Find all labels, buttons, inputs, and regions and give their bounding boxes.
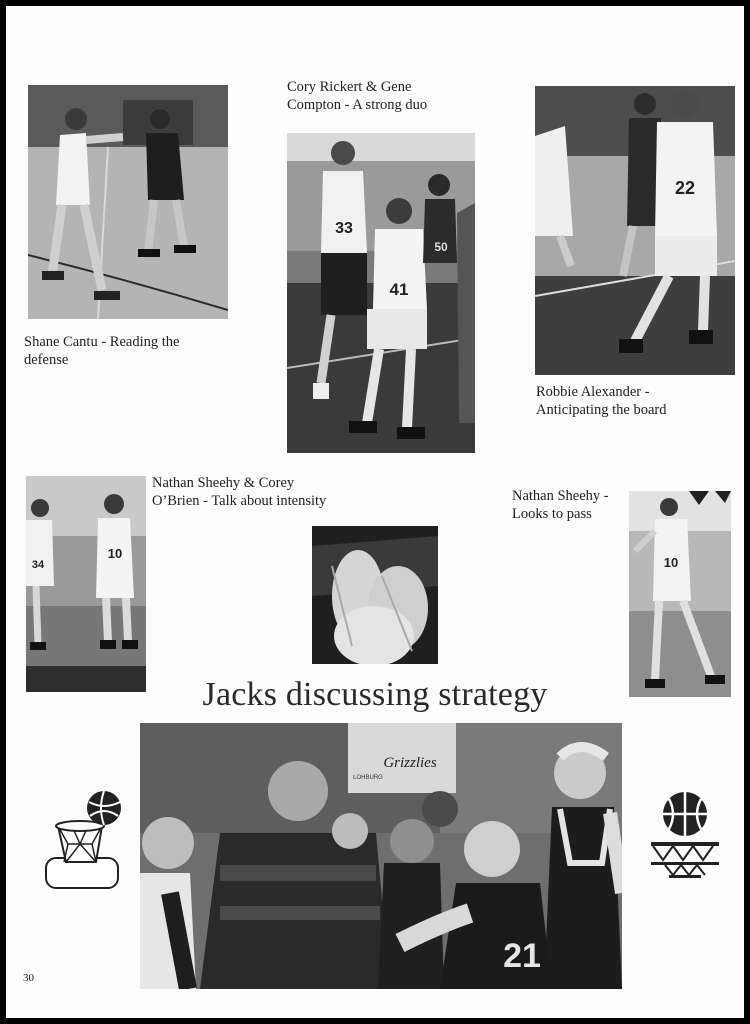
jersey-number-41: 41 [389, 280, 409, 299]
basketball-hoop-clipart-icon [44, 788, 126, 892]
photo-jacks-huddle [140, 723, 622, 989]
jersey-number-22: 22 [674, 178, 696, 198]
caption-shane-cantu: Shane Cantu - Reading the defense [24, 334, 180, 368]
photo-cory-rickert-gene-compton [287, 133, 475, 453]
gym-banner-town: LOHBURG [353, 775, 383, 781]
photo-nathan-sheehy-corey-obrien [26, 476, 146, 692]
jersey-number-50: 50 [434, 240, 448, 254]
basketball-and-net-clipart-icon [647, 790, 723, 890]
jersey-number-21: 21 [503, 937, 541, 975]
caption-robbie-alexander: Robbie Alexander - Anticipating the board [536, 384, 667, 418]
page-number: 30 [23, 972, 34, 984]
photo-shane-cantu [28, 85, 228, 319]
jersey-number-33: 33 [335, 220, 353, 237]
page-headline: Jacks discussing strategy [202, 676, 548, 713]
gym-banner-text: Grizzlies [383, 755, 437, 771]
jersey-number-10-pass: 10 [663, 555, 679, 570]
caption-nathan-sheehy-corey-obrien: Nathan Sheehy & Corey O’Brien - Talk about intensity [152, 475, 327, 509]
photo-hands-together [312, 526, 438, 664]
jersey-number-34: 34 [31, 559, 45, 571]
photo-nathan-sheehy-pass [629, 491, 731, 697]
yearbook-page [6, 6, 744, 1018]
caption-nathan-sheehy-pass: Nathan Sheehy - Looks to pass [512, 488, 609, 522]
jersey-number-10: 10 [107, 546, 123, 561]
photo-robbie-alexander [535, 86, 735, 375]
caption-cory-rickert-gene-compton: Cory Rickert & Gene Compton - A strong duo [287, 79, 428, 113]
